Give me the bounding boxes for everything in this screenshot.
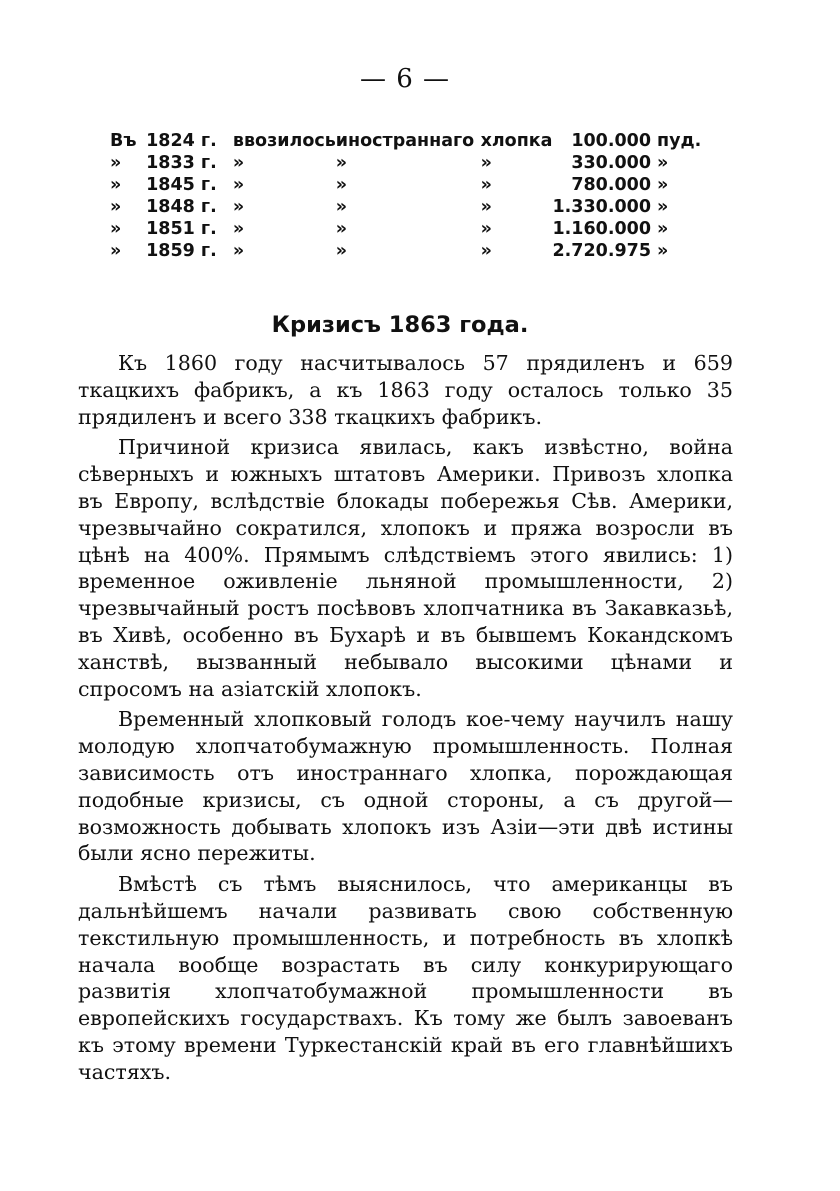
row-unit: » — [657, 241, 669, 261]
row-ditto-3: » — [480, 241, 492, 261]
paragraph-4: Вмѣстѣ съ тѣмъ выяснилось, что американцы въ дальнѣйшемъ начали развивать свою собственную текстильную промышленность, и потребность въ хлопкѣ начала вообще возрастать въ силу конкурирующаго развитія хлопчатобумажной промышленности въ европейскихъ государствахъ. Къ тому же былъ завоеванъ къ этому времени Туркестанскій край въ его главнѣйшихъ частяхъ. — [78, 872, 733, 1084]
row-year: 1851 г. — [146, 219, 217, 239]
row-ditto-3: » — [480, 153, 492, 173]
table-row — [110, 196, 710, 218]
row-unit: » — [657, 219, 669, 239]
row-adjective: иностраннаго — [335, 131, 475, 151]
row-amount: 2.720.975 — [552, 241, 652, 261]
row-unit: » — [657, 153, 669, 173]
row-ditto-1: » — [232, 153, 245, 173]
row-prefix: » — [110, 241, 122, 261]
row-amount: 1.330.000 — [552, 197, 652, 217]
row-prefix: Въ — [110, 131, 137, 151]
row-year: 1845 г. — [146, 175, 217, 195]
row-year: 1859 г. — [146, 241, 217, 261]
row-amount: 1.160.000 — [552, 219, 652, 239]
row-prefix: » — [110, 197, 122, 217]
row-amount: 330.000 — [571, 153, 652, 173]
row-unit: » — [657, 175, 669, 195]
section-heading: Кризисъ 1863 года. — [271, 312, 529, 338]
row-prefix: » — [110, 219, 122, 239]
paragraph-1: Къ 1860 году насчитывалось 57 прядиленъ и 659 ткацкихъ фабрикъ, а къ 1863 году осталось только 35 прядиленъ и всего 338 ткацкихъ фабрикъ. — [78, 351, 733, 429]
row-amount: 780.000 — [571, 175, 652, 195]
row-ditto-1: » — [232, 197, 245, 217]
body-text — [78, 350, 733, 1086]
row-year: 1833 г. — [146, 153, 217, 173]
row-ditto-2: » — [335, 153, 348, 173]
row-ditto-1: » — [232, 241, 245, 261]
row-ditto-3: » — [480, 175, 492, 195]
row-ditto-2: » — [335, 219, 348, 239]
row-ditto-2: » — [335, 197, 348, 217]
row-amount: 100.000 — [571, 131, 652, 151]
page-number: — 6 — — [359, 64, 451, 94]
row-ditto-2: » — [335, 175, 348, 195]
table-row — [110, 152, 710, 174]
row-year: 1848 г. — [146, 197, 217, 217]
row-ditto-1: » — [232, 219, 245, 239]
row-noun: хлопка — [480, 131, 553, 151]
row-prefix: » — [110, 175, 122, 195]
row-unit: » — [657, 197, 669, 217]
row-ditto-3: » — [480, 219, 492, 239]
row-ditto-1: » — [232, 175, 245, 195]
row-unit: пуд. — [657, 131, 702, 151]
paragraph-3: Временный хлопковый голодъ кое-чему научилъ нашу молодую хлопчатобумажную промышленность. Полная зависимость отъ иностраннаго хлопка, порождающая подобные кризисы, съ одной стороны, а съ другой—возможность добывать хлопокъ изъ Азіи—эти двѣ истины были ясно пережиты. — [78, 707, 733, 866]
table-row — [110, 130, 710, 152]
row-ditto-3: » — [480, 197, 492, 217]
row-year: 1824 г. — [146, 131, 217, 151]
row-verb: ввозилось — [232, 131, 336, 151]
row-prefix: » — [110, 153, 122, 173]
table-row — [110, 218, 710, 240]
row-ditto-2: » — [335, 241, 348, 261]
paragraph-2: Причиной кризиса явилась, какъ извѣстно, война сѣверныхъ и южныхъ штатовъ Америки. Привозъ хлопка въ Европу, вслѣдствіе блокады побережья Сѣв. Америки, чрезвычайно сократился, хлопокъ и пряжа возросли въ цѣнѣ на 400%. Прямымъ слѣдствіемъ этого явились: 1) временное оживленіе льняной промышленности, 2) чрезвычайный ростъ посѣвовъ хлопчатника въ Закавказьѣ, въ Хивѣ, особенно въ Бухарѣ и въ бывшемъ Кокандскомъ ханствѣ, вызванный небывало высокими цѣнами и спросомъ на азіатскій хлопокъ. — [78, 435, 733, 701]
table-row — [110, 174, 710, 196]
table-row — [110, 240, 710, 262]
cotton-import-table — [110, 130, 710, 262]
